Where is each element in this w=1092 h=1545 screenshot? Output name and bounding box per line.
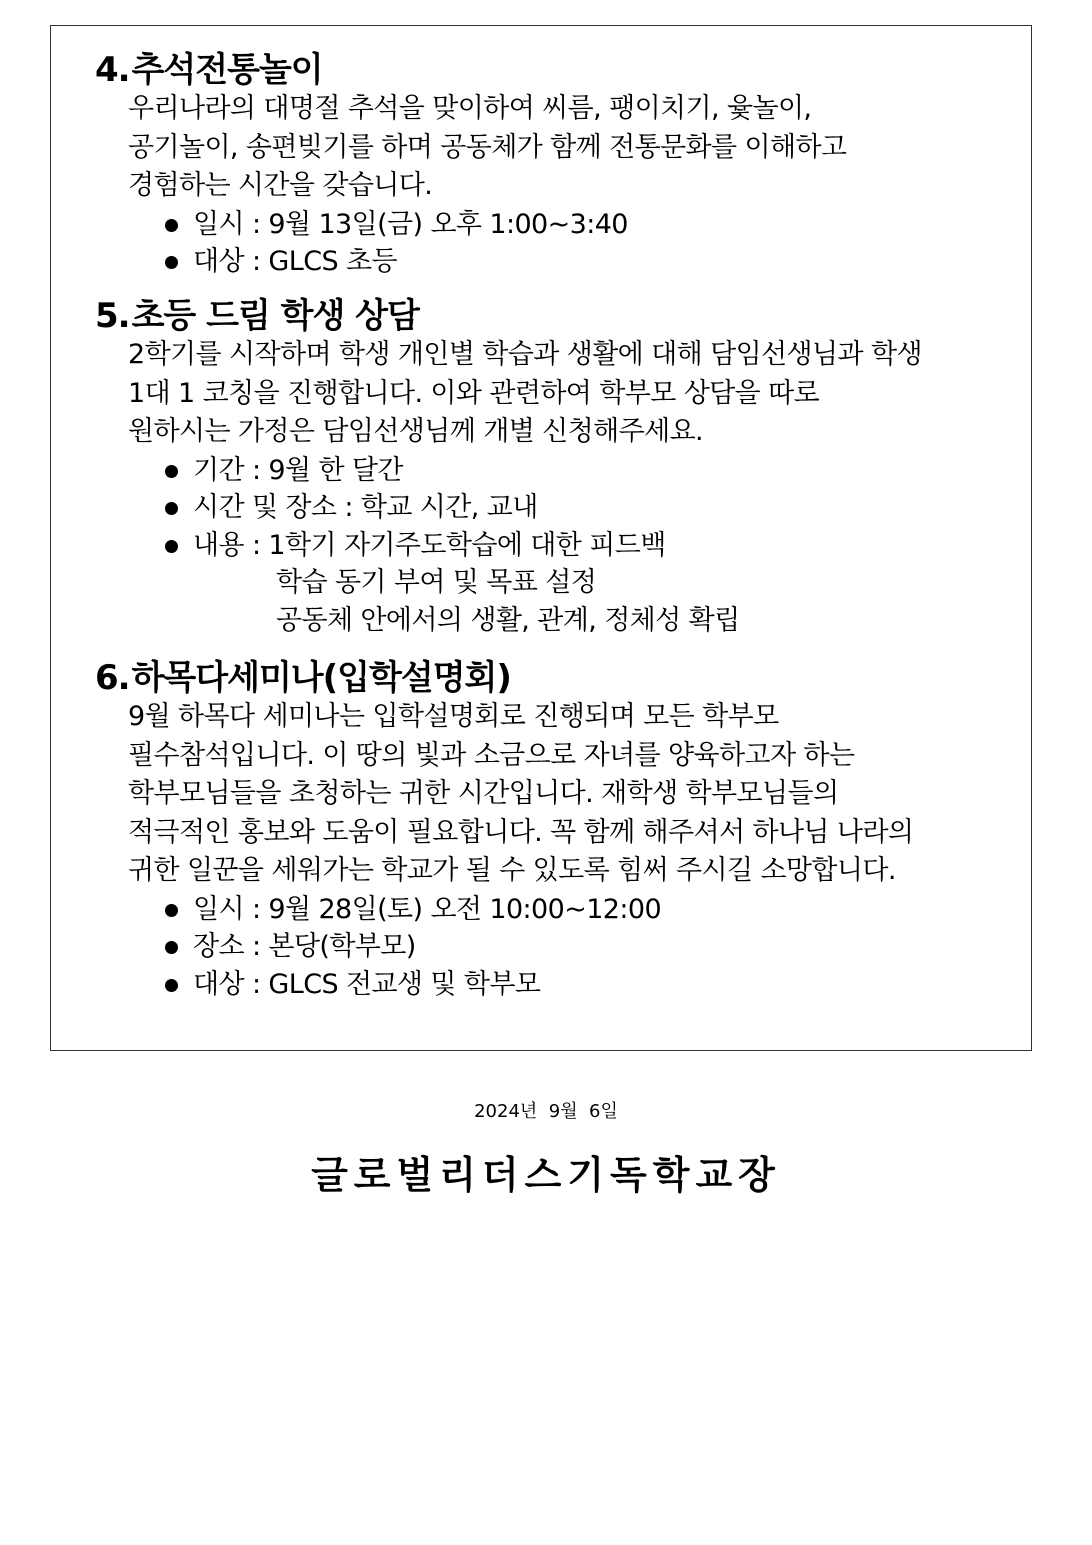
section-title: 초등 드림 학생 상담: [131, 296, 419, 336]
section-paragraph: [128, 336, 1025, 452]
paragraph-line: 원하시는 가정은 담임선생님께 개별 신청해주세요.: [128, 416, 704, 447]
issue-date: 2024년 9월 6일: [474, 1101, 618, 1122]
bullet-list: [165, 891, 1025, 1004]
bullet-continuation: 학습 동기 부여 및 목표 설정: [276, 567, 597, 598]
bullet-item: [165, 928, 1025, 966]
bullet-item: [165, 966, 1025, 1004]
bullet-dot-icon: [165, 979, 178, 992]
bullet-continuation: 공동체 안에서의 생활, 관계, 정체성 확립: [276, 604, 740, 636]
bullet-dot-icon: [165, 219, 178, 232]
bullet-dot-icon: [165, 904, 178, 917]
section-paragraph: [128, 90, 1025, 206]
notice-box: [50, 25, 1032, 1051]
paragraph-line: 2학기를 시작하며 학생 개인별 학습과 생활에 대해 담임선생님과 학생: [128, 339, 922, 370]
bullet-dot-icon: [165, 502, 178, 515]
section-heading: [95, 50, 1025, 90]
paragraph-line: 귀한 일꾼을 세워가는 학교가 될 수 있도록 힘써 주시길 소망합니다.: [128, 855, 896, 886]
bullet-item: [165, 206, 1025, 244]
bullet-dot-icon: [165, 540, 178, 553]
bullet-text: 내용 : 1학기 자기주도학습에 대한 피드백: [193, 529, 666, 561]
paragraph-line: 필수참석입니다. 이 땅의 빛과 소금으로 자녀를 양육하고자 하는: [128, 739, 855, 771]
bullet-list: [165, 206, 1025, 281]
section-paragraph: [128, 698, 1025, 891]
bullet-dot-icon: [165, 256, 178, 269]
section-heading: [95, 658, 1025, 698]
section-heading: [95, 296, 1025, 336]
section-title: 추석전통놀이: [131, 50, 323, 90]
bullet-text: 기간 : 9월 한 달간: [193, 454, 403, 486]
bullet-list: [165, 452, 1025, 640]
bullet-text: 시간 및 장소 : 학교 시간, 교내: [193, 492, 538, 523]
bullet-item: [165, 891, 1025, 929]
paragraph-line: 1대 1 코칭을 진행합니다. 이와 관련하여 학부모 상담을 따로: [128, 377, 820, 409]
paragraph-line: 공기놀이, 송편빚기를 하며 공동체가 함께 전통문화를 이해하고: [128, 131, 847, 163]
section-dream-counseling: [95, 296, 1025, 639]
bullet-item: [165, 489, 1025, 527]
school-principal-signature: 글로벌리더스기독학교장: [311, 1153, 781, 1197]
paragraph-line: 경험하는 시간을 갖습니다.: [128, 170, 433, 201]
section-number: 6.: [95, 658, 130, 698]
paragraph-line: 우리나라의 대명절 추석을 맞이하여 씨름, 팽이치기, 윷놀이,: [128, 93, 812, 124]
paragraph-line: 학부모님들을 초청하는 귀한 시간입니다. 재학생 학부모님들의: [128, 778, 839, 809]
bullet-text: 대상 : GLCS 초등: [193, 246, 397, 277]
bullet-text: 일시 : 9월 28일(토) 오전 10:00~12:00: [193, 893, 662, 925]
section-number: 4.: [95, 50, 130, 90]
paragraph-line: 9월 하목다 세미나는 입학설명회로 진행되며 모든 학부모: [128, 701, 779, 732]
paragraph-line: 적극적인 홍보와 도움이 필요합니다. 꼭 함께 해주셔서 하나님 나라의: [128, 816, 914, 848]
section-number: 5.: [95, 296, 130, 336]
bullet-text: 장소 : 본당(학부모): [193, 931, 416, 962]
section-chuseok: [95, 50, 1025, 281]
bullet-item: [165, 527, 1025, 640]
section-title: 하목다세미나(입학설명회): [131, 658, 511, 698]
bullet-item: [165, 452, 1025, 490]
bullet-dot-icon: [165, 465, 178, 478]
bullet-dot-icon: [165, 941, 178, 954]
bullet-text: 대상 : GLCS 전교생 및 학부모: [193, 968, 541, 1000]
bullet-item: [165, 243, 1025, 281]
section-seminar: [95, 658, 1025, 1003]
bullet-text: 일시 : 9월 13일(금) 오후 1:00~3:40: [193, 208, 628, 240]
